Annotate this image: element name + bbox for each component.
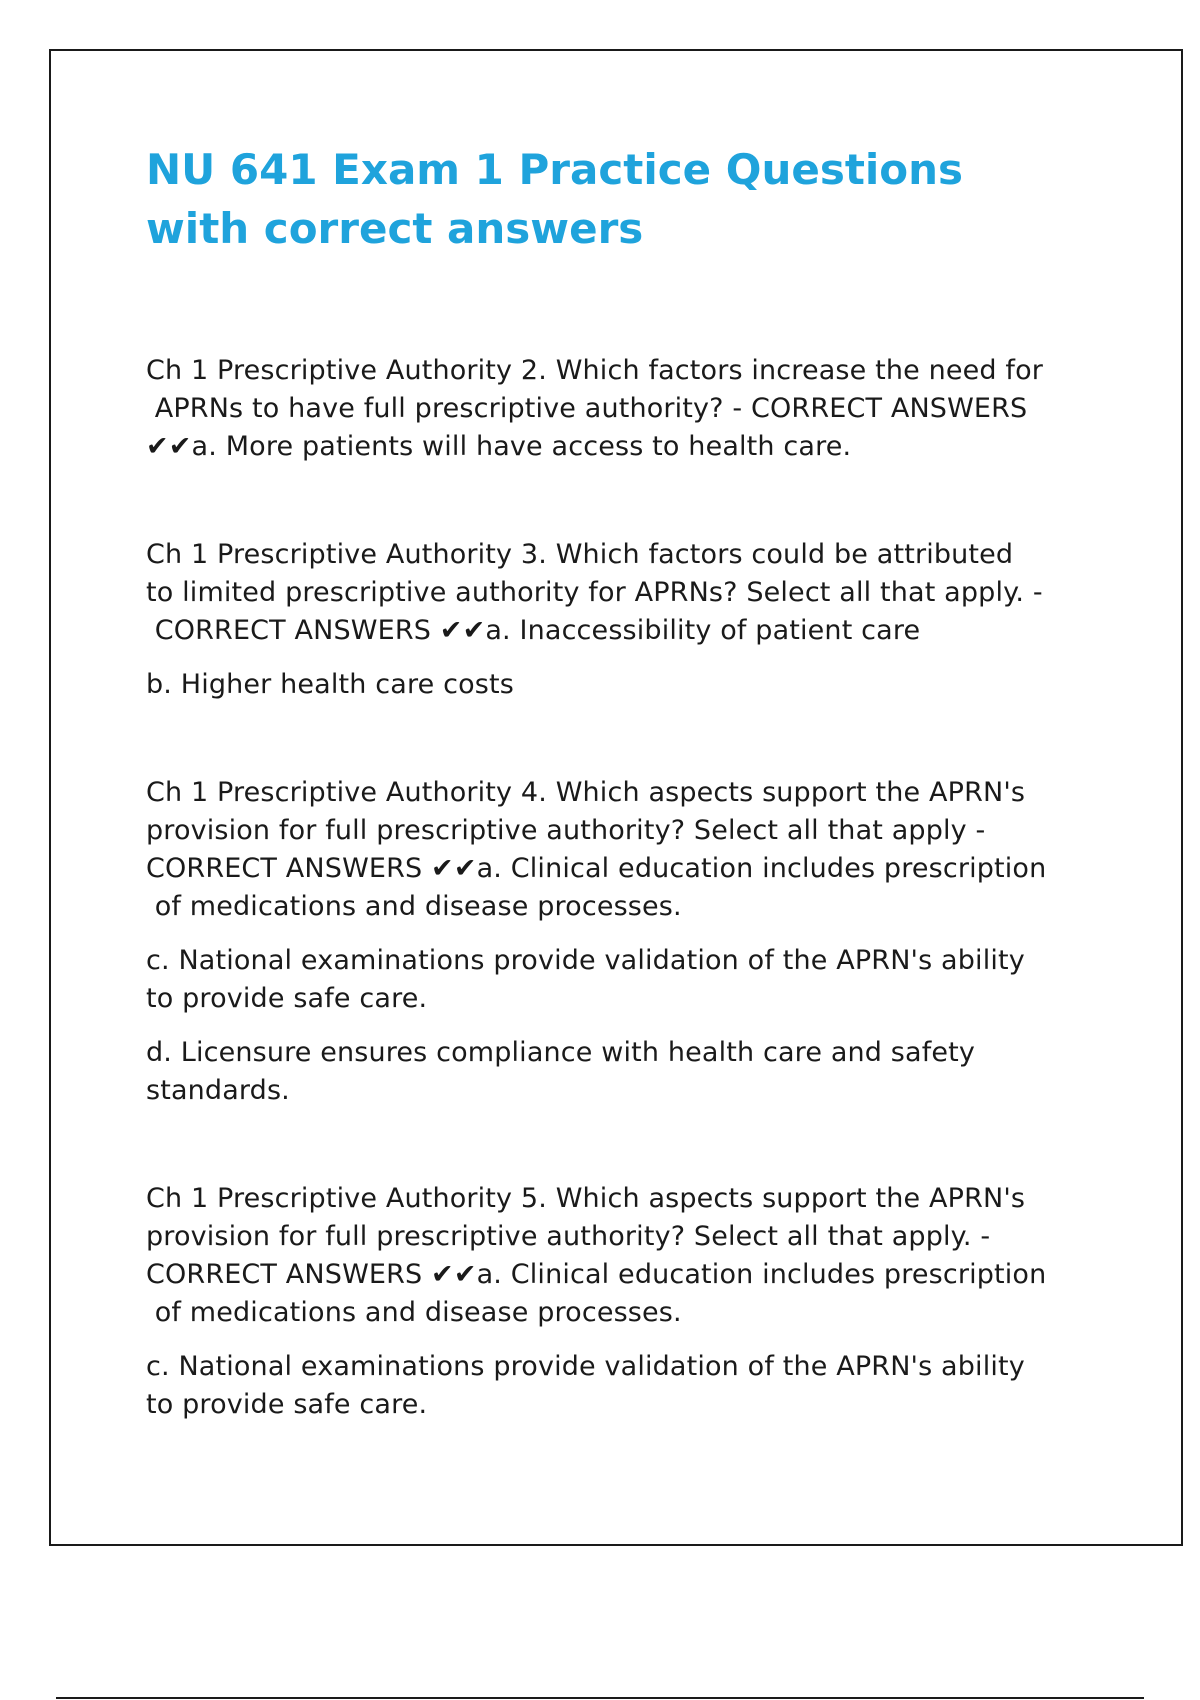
answer-option: d. Licensure ensures compliance with health care and safety standards. [146, 1037, 976, 1106]
question-block-4 [146, 774, 1096, 1110]
questions-list [146, 352, 1096, 1494]
answer-option: c. National examinations provide validation of the APRN's ability to provide safe care. [146, 945, 1025, 1014]
answer-option: c. National examinations provide validation of the APRN's ability to provide safe care. [146, 1351, 1025, 1420]
question-block-2 [146, 352, 1096, 466]
question-text: Ch 1 Prescriptive Authority 3. Which factors could be attributed to limited prescriptive authority for APRNs? Select all that apply. - CORRECT ANSWERS ✔✔a. Inaccessibility of patient care [146, 539, 1043, 646]
document-title: NU 641 Exam 1 Practice Questions with correct answers [146, 145, 964, 253]
question-text: Ch 1 Prescriptive Authority 4. Which aspects support the APRN's provision for full prescriptive authority? Select all that apply - CORRECT ANSWERS ✔✔a. Clinical education includes prescription of medications and disease processes. [146, 777, 1047, 922]
question-text: Ch 1 Prescriptive Authority 2. Which factors increase the need for APRNs to have full prescriptive authority? - CORRECT ANSWERS ✔✔a. More patients will have access to health care. [146, 355, 1043, 462]
footer-divider [56, 1697, 1144, 1699]
answer-option: b. Higher health care costs [146, 669, 514, 700]
question-text: Ch 1 Prescriptive Authority 5. Which aspects support the APRN's provision for full prescriptive authority? Select all that apply. - CORRECT ANSWERS ✔✔a. Clinical education includes prescription of medications and disease processes. [146, 1183, 1047, 1328]
question-block-5 [146, 1180, 1096, 1424]
question-block-3 [146, 536, 1096, 704]
